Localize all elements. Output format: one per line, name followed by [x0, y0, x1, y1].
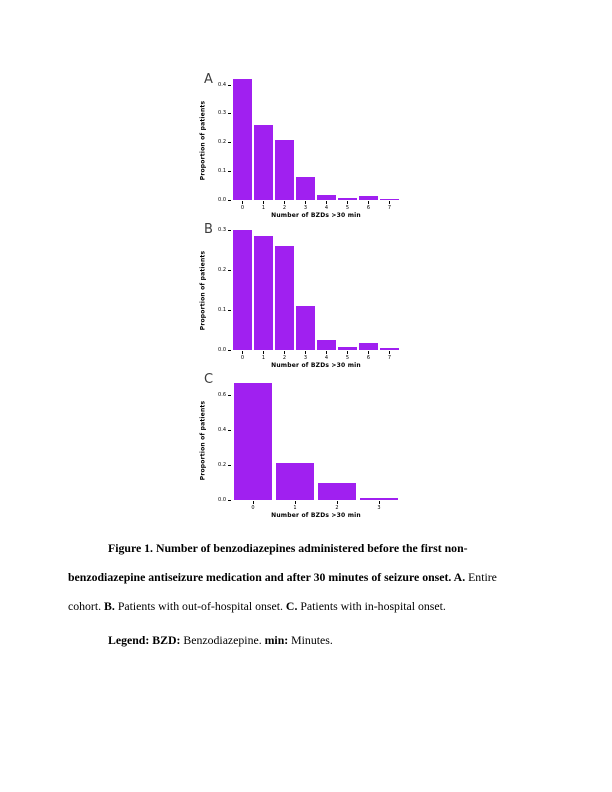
x-axis-title: Number of BZDs >30 min [271, 512, 361, 519]
y-axis-title: Proportion of patients [199, 100, 207, 181]
bar [359, 343, 378, 350]
x-tick-label: 0 [240, 355, 245, 361]
bar [296, 177, 315, 200]
caption-text-segment: Figure 1. Number of benzodiazepines administered before the first non- [108, 541, 468, 555]
x-tick-label: 1 [293, 505, 297, 511]
panel-letter: B [204, 222, 213, 237]
y-tick-mark [228, 500, 231, 501]
y-tick-mark [228, 430, 231, 431]
x-axis-title: Number of BZDs >30 min [271, 212, 361, 219]
bar [233, 79, 252, 200]
x-tick-mark [242, 201, 243, 204]
bar [276, 463, 314, 500]
bar [318, 483, 356, 501]
bar [360, 498, 398, 500]
x-tick-label: 2 [282, 355, 287, 361]
figure-legend [108, 632, 333, 648]
x-tick-mark [347, 351, 348, 354]
x-tick-mark [379, 501, 380, 504]
y-axis-title: Proportion of patients [199, 400, 207, 481]
y-tick-label: 0.1 [218, 167, 226, 174]
x-tick-mark [253, 501, 254, 504]
x-tick-mark [347, 201, 348, 204]
bar-chart-panel-a [190, 72, 422, 224]
x-tick-label: 3 [303, 205, 308, 211]
bar [296, 306, 315, 350]
caption-line-1 [68, 534, 560, 563]
y-tick-label: 0.2 [218, 461, 226, 468]
y-tick-mark [228, 171, 231, 172]
bar [338, 198, 357, 200]
bar [234, 383, 272, 500]
x-tick-mark [263, 201, 264, 204]
x-tick-mark [305, 201, 306, 204]
caption-text-segment: Patients with out-of-hospital onset. [117, 599, 286, 613]
bar [254, 236, 273, 350]
caption-text-segment: B. [104, 599, 118, 613]
bar [359, 196, 378, 200]
x-tick-label: 1 [261, 355, 266, 361]
x-tick-label: 5 [345, 355, 350, 361]
x-tick-mark [337, 501, 338, 504]
figure-caption [68, 534, 560, 621]
caption-text-segment: min: [264, 633, 292, 647]
caption-line-3 [68, 592, 560, 621]
caption-text-segment: Minutes. [291, 633, 333, 647]
y-tick-label: 0.3 [218, 110, 226, 117]
y-tick-mark [228, 230, 231, 231]
y-tick-label: 0.0 [218, 196, 226, 203]
x-tick-mark [305, 351, 306, 354]
caption-text-segment: Patients with in-hospital onset. [300, 599, 446, 613]
bar [233, 230, 252, 350]
x-tick-mark [263, 351, 264, 354]
x-tick-mark [368, 201, 369, 204]
caption-text-segment: benzodiazepine antiseizure medication and after 30 minutes of seizure onset. [68, 570, 454, 584]
y-tick-label: 0.0 [218, 496, 226, 503]
bar [275, 140, 294, 200]
bar-chart-panel-c [190, 372, 422, 524]
x-tick-label: 7 [387, 205, 392, 211]
y-tick-label: 0.6 [218, 391, 226, 398]
x-tick-mark [242, 351, 243, 354]
caption-text-segment: Entire [468, 570, 497, 584]
y-tick-label: 0.1 [218, 306, 226, 313]
x-tick-label: 6 [366, 205, 371, 211]
y-tick-mark [228, 465, 231, 466]
x-tick-label: 2 [282, 205, 287, 211]
panel-letter: A [204, 72, 213, 87]
bar [275, 246, 294, 350]
x-tick-label: 5 [345, 205, 350, 211]
x-tick-label: 7 [387, 355, 392, 361]
y-tick-label: 0.2 [218, 139, 226, 145]
y-tick-mark [228, 200, 231, 201]
bar [317, 340, 336, 350]
y-tick-mark [228, 395, 231, 396]
x-tick-mark [368, 351, 369, 354]
caption-text-segment: cohort. [68, 599, 105, 613]
y-tick-label: 0.4 [218, 426, 226, 433]
x-axis-title: Number of BZDs >30 min [271, 362, 361, 369]
caption-line-2 [68, 563, 560, 592]
bar [380, 199, 399, 200]
y-tick-label: 0.2 [218, 266, 226, 273]
x-tick-label: 0 [240, 205, 245, 211]
y-tick-mark [228, 350, 231, 351]
x-tick-label: 0 [251, 505, 255, 511]
caption-text-segment: C. [285, 599, 301, 613]
bar [254, 125, 273, 200]
y-tick-mark [228, 142, 231, 143]
caption-text-segment: Benzodiazepine. [183, 633, 265, 647]
x-tick-label: 4 [324, 205, 329, 211]
x-tick-mark [326, 351, 327, 354]
bar [380, 348, 399, 350]
x-tick-label: 1 [261, 205, 266, 211]
y-tick-label: 0.4 [218, 81, 226, 88]
x-tick-label: 6 [366, 355, 371, 361]
x-tick-label: 3 [377, 505, 381, 511]
y-tick-mark [228, 113, 231, 114]
x-tick-mark [389, 201, 390, 204]
x-tick-label: 2 [335, 505, 339, 511]
x-tick-label: 4 [324, 355, 329, 361]
caption-text-segment: A. [453, 570, 469, 584]
x-tick-mark [295, 501, 296, 504]
bar [317, 195, 336, 200]
bar [338, 347, 357, 350]
y-tick-label: 0.0 [218, 346, 226, 353]
y-tick-mark [228, 310, 231, 311]
x-tick-label: 3 [303, 355, 308, 361]
x-tick-mark [284, 201, 285, 204]
x-tick-mark [284, 351, 285, 354]
x-tick-mark [389, 351, 390, 354]
panel-letter: C [204, 372, 214, 387]
bar-chart-panel-b [190, 222, 422, 374]
x-tick-mark [326, 201, 327, 204]
y-tick-label: 0.3 [218, 226, 226, 233]
y-tick-mark [228, 270, 231, 271]
y-axis-title: Proportion of patients [199, 250, 207, 331]
y-tick-mark [228, 85, 231, 86]
caption-text-segment: Legend: BZD: [108, 633, 184, 647]
